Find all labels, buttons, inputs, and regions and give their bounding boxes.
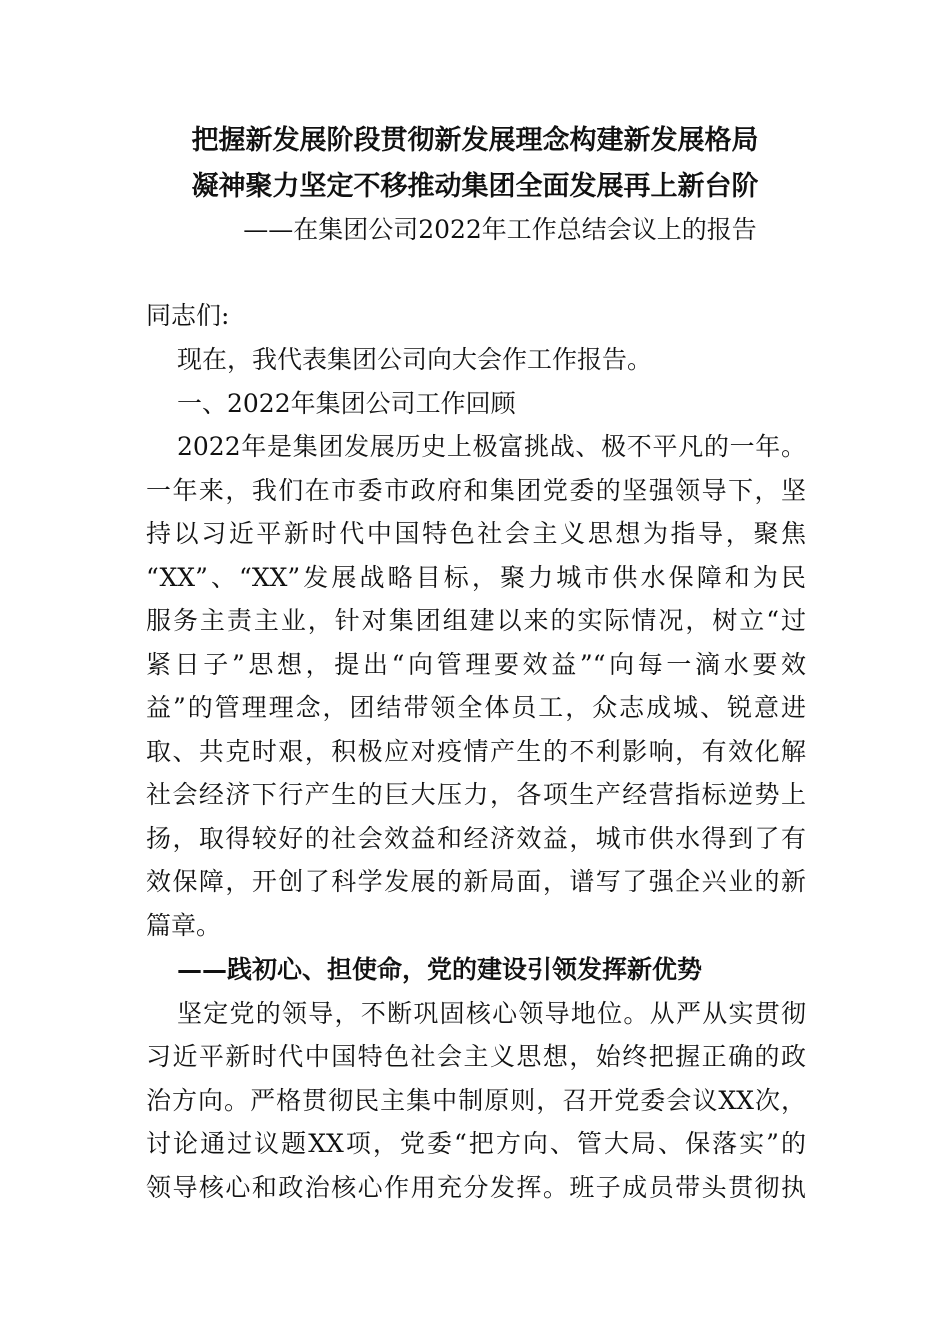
section-heading: 一、2022年集团公司工作回顾 bbox=[177, 389, 516, 418]
paragraph-line: 治方向。严格贯彻民主集中制原则，召开党委会议XX次， bbox=[146, 1086, 806, 1115]
paragraph-line: 篇章。 bbox=[146, 911, 222, 940]
paragraph-line: 服务主责主业，针对集团组建以来的实际情况，树立“过 bbox=[146, 606, 806, 635]
paragraph-line: “XX”、“XX”发展战略目标，聚力城市供水保障和为民 bbox=[146, 563, 806, 592]
paragraph-line: 习近平新时代中国特色社会主义思想，始终把握正确的政 bbox=[146, 1042, 806, 1071]
paragraph-line: 效保障，开创了科学发展的新局面，谱写了强企兴业的新 bbox=[146, 867, 806, 896]
paragraph-line: 持以习近平新时代中国特色社会主义思想为指导，聚焦 bbox=[146, 519, 806, 548]
paragraph-line: 讨论通过议题XX项，党委“把方向、管大局、保落实”的 bbox=[146, 1129, 806, 1158]
paragraph-line: 紧日子”思想，提出“向管理要效益”“向每一滴水要效 bbox=[146, 650, 806, 679]
paragraph-line: 社会经济下行产生的巨大压力，各项生产经营指标逆势上 bbox=[146, 780, 806, 809]
document-title-line-2: 凝神聚力坚定不移推动集团全面发展再上新台阶 bbox=[191, 171, 759, 202]
paragraph-line: 益”的管理理念，团结带领全体员工，众志成城、锐意进 bbox=[146, 693, 806, 722]
paragraph-line: 领导核心和政治核心作用充分发挥。班子成员带头贯彻执 bbox=[146, 1173, 806, 1202]
intro-paragraph: 现在，我代表集团公司向大会作工作报告。 bbox=[177, 345, 653, 374]
salutation: 同志们: bbox=[146, 301, 230, 330]
paragraph-line: 2022年是集团发展历史上极富挑战、极不平凡的一年。 bbox=[177, 432, 806, 461]
paragraph-line: 坚定党的领导，不断巩固核心领导地位。从严从实贯彻 bbox=[177, 999, 806, 1028]
paragraph-line: 扬，取得较好的社会效益和经济效益，城市供水得到了有 bbox=[146, 824, 806, 853]
subsection-heading: ——践初心、担使命，党的建设引领发挥新优势 bbox=[177, 955, 703, 984]
document-title-line-1: 把握新发展阶段贯彻新发展理念构建新发展格局 bbox=[191, 125, 759, 156]
paragraph-line: 一年来，我们在市委市政府和集团党委的坚强领导下，坚 bbox=[146, 476, 806, 505]
document-subtitle: ——在集团公司2022年工作总结会议上的报告 bbox=[243, 215, 757, 244]
paragraph-line: 取、共克时艰，积极应对疫情产生的不利影响，有效化解 bbox=[146, 737, 806, 766]
